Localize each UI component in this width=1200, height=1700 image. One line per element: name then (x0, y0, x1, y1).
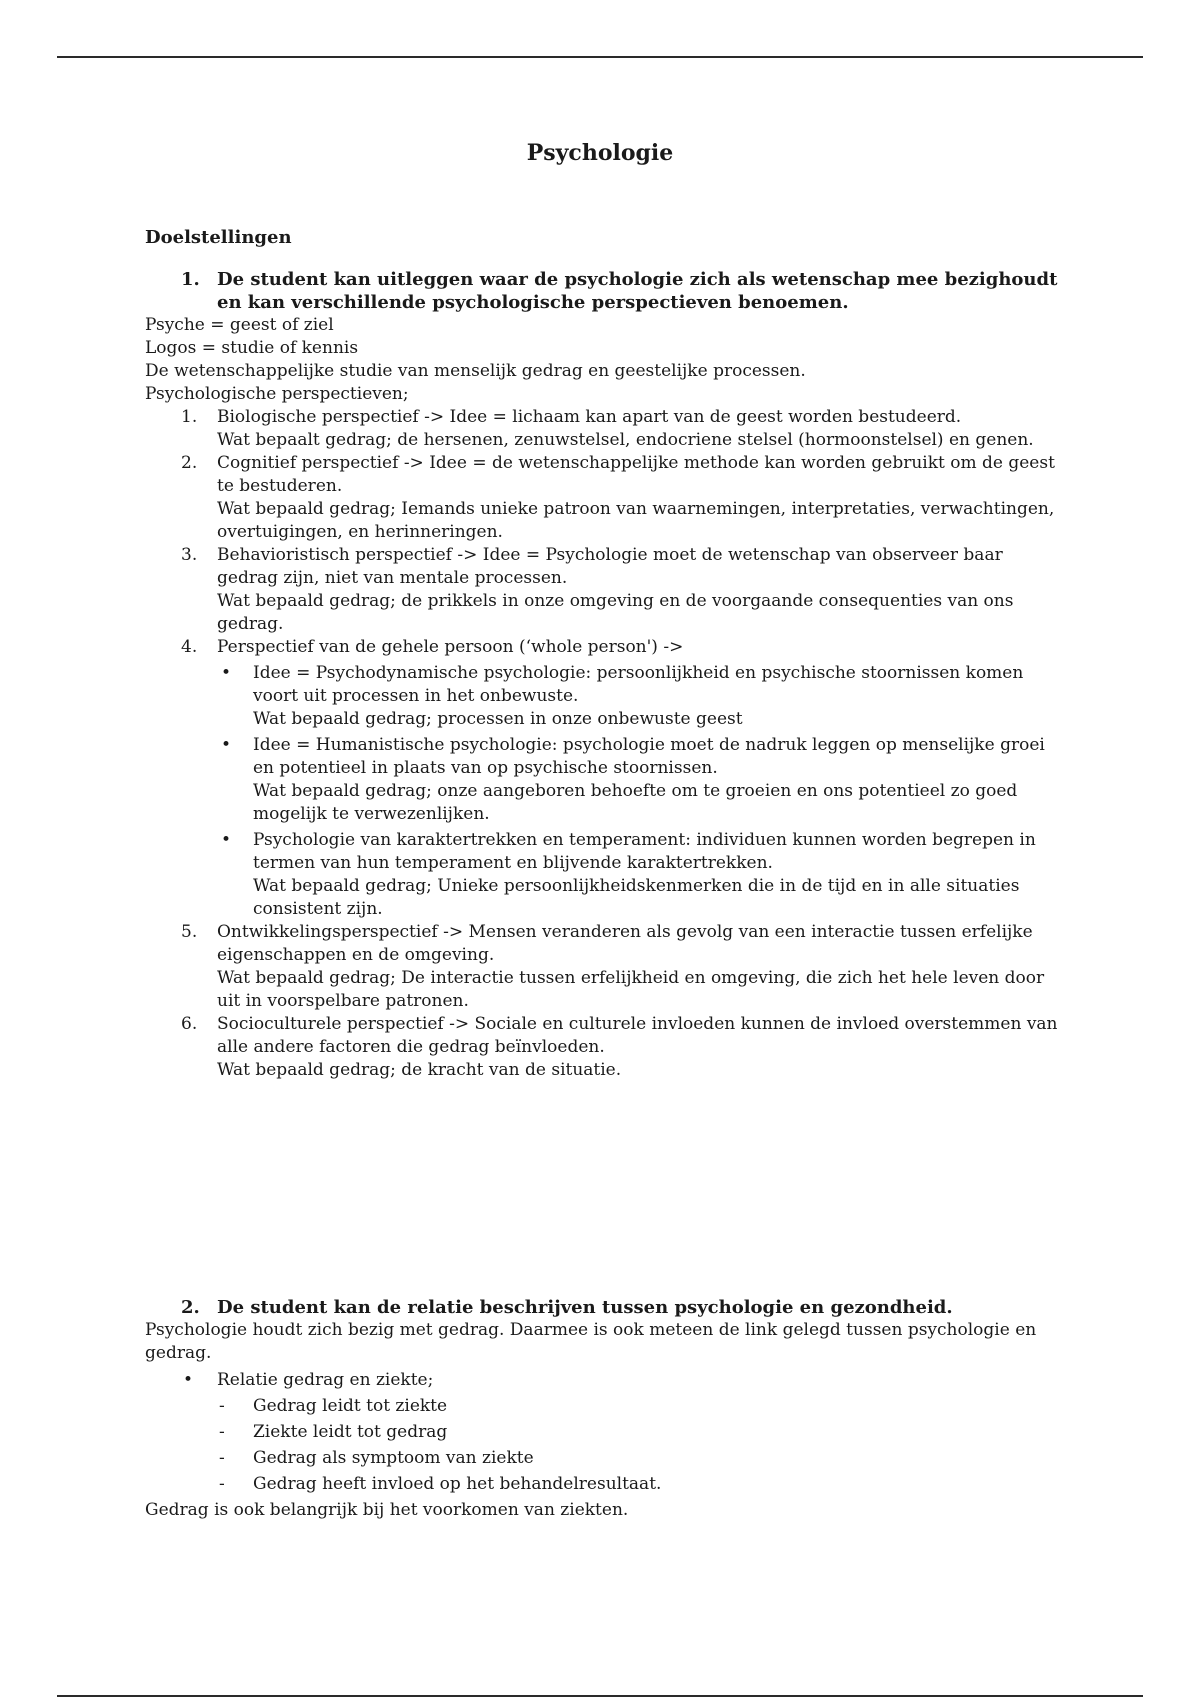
dash-item (145, 1473, 1065, 1496)
list-item (145, 1369, 1065, 1392)
item-text: Ziekte leidt tot gedrag (253, 1422, 448, 1442)
relation-list (145, 1369, 1065, 1392)
top-rule (57, 56, 1143, 58)
perspectives-list (145, 406, 1065, 1082)
intro-line: Psyche = geest of ziel (145, 315, 334, 335)
item-detail: Wat bepaald gedrag; onze aangeboren behoefte om te groeien en ons potentieel zo goed mogelijk te verwezenlijken. (253, 781, 1018, 824)
bullet-icon: • (221, 735, 232, 755)
item-detail: Wat bepaald gedrag; Unieke persoonlijkheidskenmerken die in de tijd en in alle situaties consistent zijn. (253, 876, 1020, 919)
intro-line: Logos = studie of kennis (145, 338, 359, 358)
relation-intro: Psychologie houdt zich bezig met gedrag. Daarmee is ook meteen de link gelegd tussen psychologie en gedrag. (145, 1320, 1037, 1363)
item-number: 6. (181, 1014, 198, 1034)
list-item (145, 544, 1065, 636)
list-item (145, 1013, 1065, 1082)
sub-list-item (145, 662, 1065, 731)
objective-text: De student kan uitleggen waar de psychologie zich als wetenschap mee bezighoudt en kan verschillende psychologische perspectieven benoemen. (217, 269, 1058, 313)
item-text: Perspectief van de gehele persoon (‘whole person') -> (217, 637, 684, 657)
list-item (145, 636, 1065, 921)
objective-number: 2. (181, 1297, 200, 1318)
item-text: Gedrag leidt tot ziekte (253, 1396, 448, 1416)
item-text: Behavioristisch perspectief -> Idee = Psychologie moet de wetenschap van observeer baar gedrag zijn, niet van mentale processen. (217, 545, 1003, 588)
intro-line: De wetenschappelijke studie van menselijk gedrag en geestelijke processen. (145, 361, 806, 381)
item-text: Relatie gedrag en ziekte; (217, 1370, 434, 1390)
item-text: Ontwikkelingsperspectief -> Mensen veranderen als gevolg van een interactie tussen erfelijke eigenschappen en de omgeving. (217, 922, 1033, 965)
item-detail: Wat bepaald gedrag; Iemands unieke patroon van waarnemingen, interpretaties, verwachtingen, overtuigingen, en herinneringen. (217, 499, 1055, 542)
sub-list-item (145, 734, 1065, 826)
item-number: 1. (181, 407, 198, 427)
objective-number: 1. (181, 269, 200, 290)
bullet-icon: • (183, 1370, 194, 1390)
item-detail: Wat bepaalt gedrag; de hersenen, zenuwstelsel, endocriene stelsel (hormoonstelsel) en genen. (217, 430, 1034, 450)
objective-1 (145, 268, 1065, 314)
item-text: Cognitief perspectief -> Idee = de wetenschappelijke methode kan worden gebruikt om de geest te bestuderen. (217, 453, 1055, 496)
item-number: 5. (181, 922, 198, 942)
dash-icon: - (219, 1422, 225, 1442)
item-text: Socioculturele perspectief -> Sociale en culturele invloeden kunnen de invloed overstemmen van alle andere factoren die gedrag beïnvloeden. (217, 1014, 1058, 1057)
objective-text: De student kan de relatie beschrijven tussen psychologie en gezondheid. (217, 1297, 953, 1318)
item-detail: Wat bepaald gedrag; de kracht van de situatie. (217, 1060, 622, 1080)
bullet-icon: • (221, 663, 232, 683)
whole-person-list (217, 662, 1065, 921)
objective-1-block (145, 268, 1065, 1082)
section-heading: Doelstellingen (145, 227, 292, 248)
dash-icon: - (219, 1474, 225, 1494)
list-item (145, 921, 1065, 1013)
list-item (145, 406, 1065, 452)
dash-icon: - (219, 1396, 225, 1416)
dash-icon: - (219, 1448, 225, 1468)
relation-items (145, 1395, 1065, 1496)
item-detail: Wat bepaald gedrag; De interactie tussen erfelijkheid en omgeving, die zich het hele leven door uit in voorspelbare patronen. (217, 968, 1045, 1011)
dash-item (145, 1395, 1065, 1418)
item-text: Gedrag als symptoom van ziekte (253, 1448, 534, 1468)
dash-item (145, 1447, 1065, 1470)
sub-list-item (145, 829, 1065, 921)
item-number: 4. (181, 637, 198, 657)
objective-2-block (145, 1296, 1065, 1522)
list-item (145, 452, 1065, 544)
bottom-rule (57, 1695, 1143, 1697)
item-text: Idee = Psychodynamische psychologie: persoonlijkheid en psychische stoornissen komen voort uit processen in het onbewuste. (253, 663, 1024, 706)
dash-item (145, 1421, 1065, 1444)
item-text: Psychologie van karaktertrekken en temperament: individuen kunnen worden begrepen in termen van hun temperament en blijvende karaktertrekken. (253, 830, 1036, 873)
objective-2 (145, 1296, 1065, 1319)
item-text: Idee = Humanistische psychologie: psychologie moet de nadruk leggen op menselijke groei en potentieel in plaats van op psychische stoornissen. (253, 735, 1045, 778)
intro-line: Psychologische perspectieven; (145, 384, 409, 404)
page-title: Psychologie (526, 140, 674, 166)
bullet-icon: • (221, 830, 232, 850)
item-detail: Wat bepaald gedrag; processen in onze onbewuste geest (253, 709, 743, 729)
item-number: 2. (181, 453, 198, 473)
closing-line: Gedrag is ook belangrijk bij het voorkomen van ziekten. (145, 1500, 629, 1520)
item-number: 3. (181, 545, 198, 565)
item-detail: Wat bepaald gedrag; de prikkels in onze omgeving en de voorgaande consequenties van ons gedrag. (217, 591, 1014, 634)
item-text: Biologische perspectief -> Idee = lichaam kan apart van de geest worden bestudeerd. (217, 407, 962, 427)
item-text: Gedrag heeft invloed op het behandelresultaat. (253, 1474, 662, 1494)
